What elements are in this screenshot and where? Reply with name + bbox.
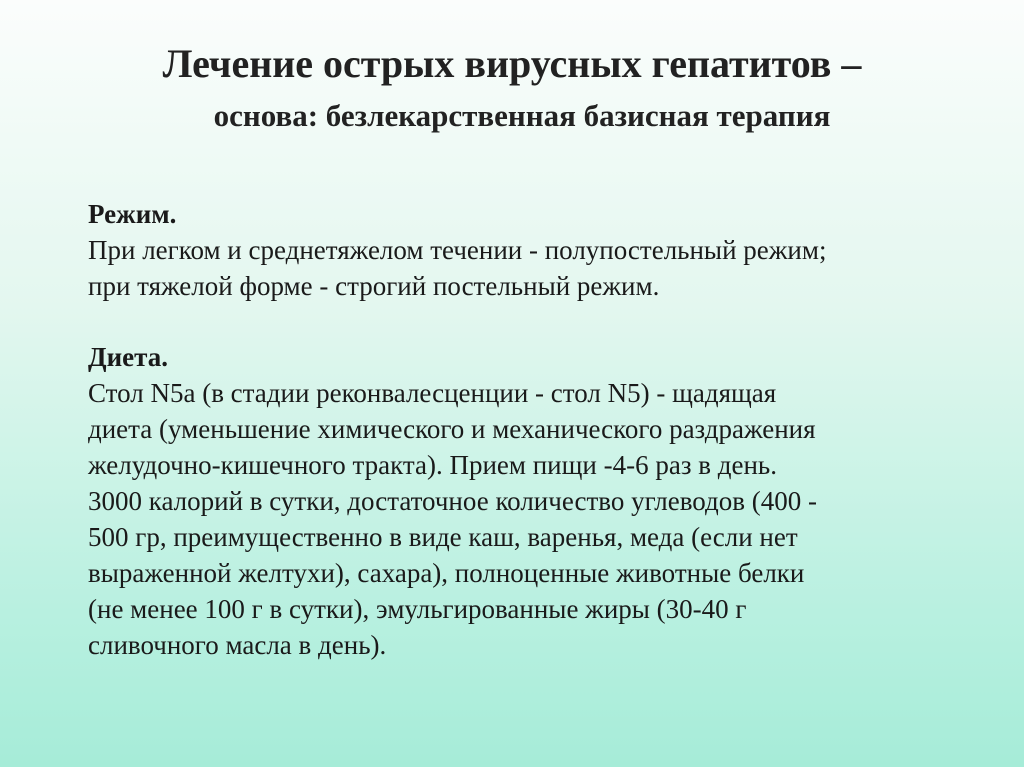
slide-body bbox=[88, 196, 988, 663]
regime-line: При легком и среднетяжелом течении - полупостельный режим; bbox=[88, 235, 827, 265]
diet-heading: Диета. bbox=[88, 342, 168, 372]
section-spacer bbox=[88, 304, 988, 339]
diet-line: желудочно-кишечного тракта). Прием пищи -4-6 раз в день. bbox=[88, 450, 777, 480]
diet-line: диета (уменьшение химического и механического раздражения bbox=[88, 414, 816, 444]
regime-heading: Режим. bbox=[88, 199, 177, 229]
diet-line: выраженной желтухи), сахара), полноценные животные белки bbox=[88, 558, 805, 588]
diet-line: Стол N5а (в стадии реконвалесценции - стол N5) - щадящая bbox=[88, 378, 777, 408]
regime-line: при тяжелой форме - строгий постельный режим. bbox=[88, 271, 660, 301]
diet-line: (не менее 100 г в сутки), эмульгированные жиры (30-40 г bbox=[88, 594, 747, 624]
diet-line: 500 гр, преимущественно в виде каш, варенья, меда (если нет bbox=[88, 522, 798, 552]
diet-line: 3000 калорий в сутки, достаточное количество углеводов (400 - bbox=[88, 486, 817, 516]
slide-title: Лечение острых вирусных гепатитов – bbox=[162, 41, 862, 86]
slide-subtitle: основа: безлекарственная базисная терапия bbox=[213, 98, 831, 133]
diet-line: сливочного масла в день). bbox=[88, 630, 387, 660]
